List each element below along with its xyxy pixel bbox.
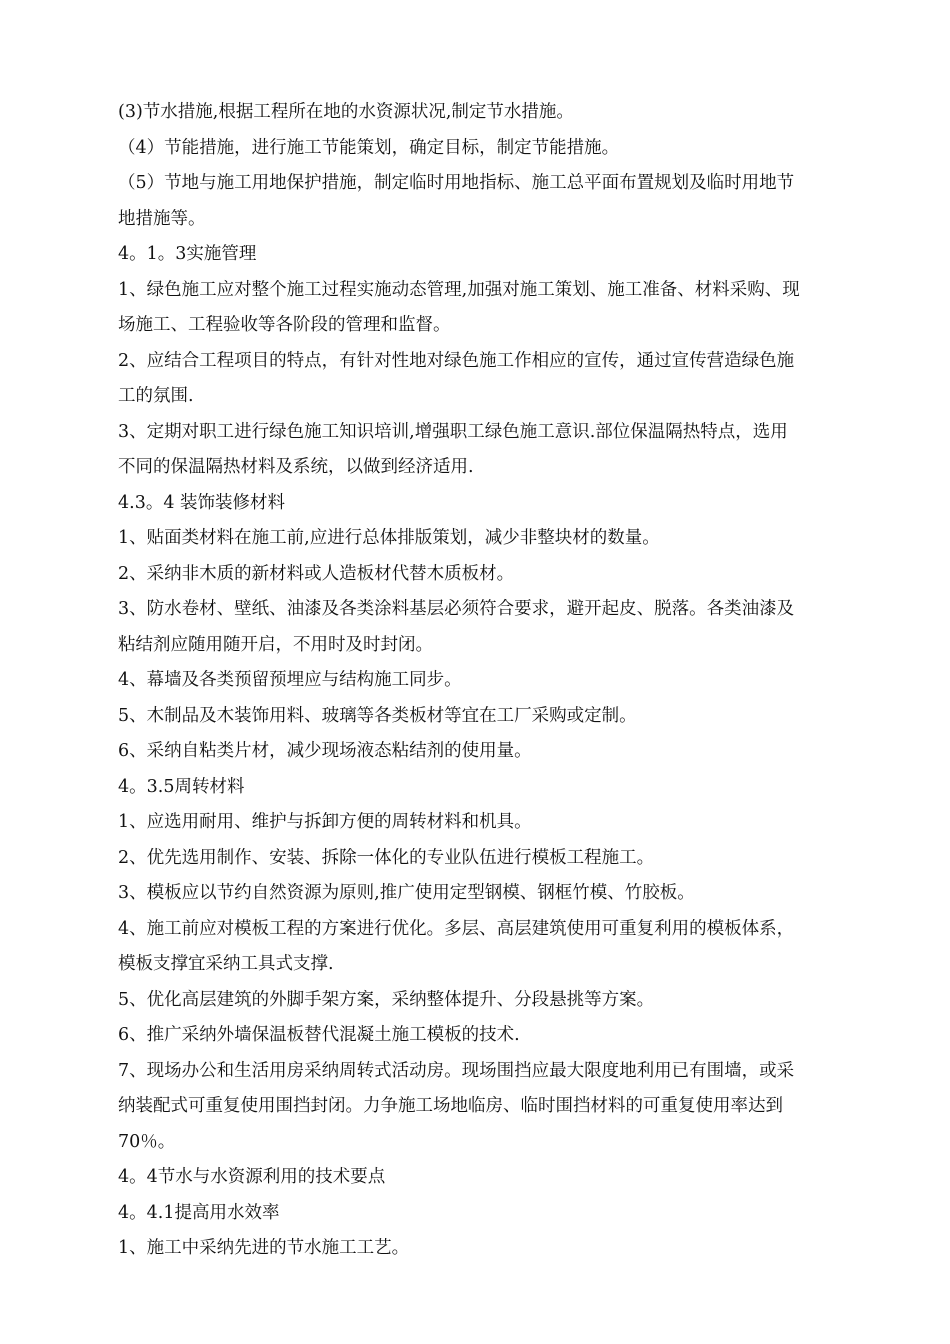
text-line: 工的氛围. [118, 386, 194, 406]
text-line: 地措施等。 [118, 208, 206, 229]
text-line: 3、防水卷材、壁纸、油漆及各类涂料基层必须符合要求，避开起皮、脱落。各类油漆及 [118, 599, 795, 619]
text-line: 4、施工前应对模板工程的方案进行优化。多层、高层建筑使用可重复利用的模板体系， [118, 918, 795, 939]
text-line: 6、采纳自粘类片材，减少现场液态粘结剂的使用量。 [118, 741, 532, 761]
text-line: 1、施工中采纳先进的节水施工工艺。 [118, 1238, 410, 1258]
text-line: （5）节地与施工用地保护措施，制定临时用地指标、施工总平面布置规划及临时用地节 [118, 173, 795, 193]
text-line: 7、现场办公和生活用房采纳周转式活动房。现场围挡应最大限度地利用已有围墙，或采 [118, 1060, 795, 1081]
text-line: 模板支撑宜采纳工具式支撑. [118, 954, 334, 974]
text-line: 3、模板应以节约自然资源为原则,推广使用定型钢模、钢框竹模、竹胶板。 [118, 883, 695, 903]
text-line: 粘结剂应随用随开启，不用时及时封闭。 [118, 634, 433, 655]
text-line: 5、优化高层建筑的外脚手架方案，采纳整体提升、分段悬挑等方案。 [118, 989, 655, 1010]
text-line: 4、幕墙及各类预留预埋应与结构施工同步。 [118, 670, 462, 690]
text-line: (3)节水措施,根据工程所在地的水资源状况,制定节水措施。 [118, 102, 574, 122]
text-line: 6、推广采纳外墙保温板替代混凝土施工模板的技术. [118, 1025, 520, 1045]
text-line: 1、贴面类材料在施工前,应进行总体排版策划，减少非整块材的数量。 [118, 528, 660, 548]
text-line: 纳装配式可重复使用围挡封闭。力争施工场地临房、临时围挡材料的可重复使用率达到 [118, 1096, 783, 1116]
section-heading: 4。4.1提高用水效率 [118, 1202, 280, 1223]
text-line: 2、采纳非木质的新材料或人造板材代替木质板材。 [118, 563, 515, 584]
section-heading: 4。4节水与水资源利用的技术要点 [118, 1167, 386, 1187]
text-line: 1、应选用耐用、维护与拆卸方便的周转材料和机具。 [118, 812, 532, 832]
text-line: （4）节能措施，进行施工节能策划，确定目标，制定节能措施。 [118, 137, 620, 158]
text-line: 2、应结合工程项目的特点，有针对性地对绿色施工作相应的宣传，通过宣传营造绿色施 [118, 350, 795, 371]
text-line: 1、绿色施工应对整个施工过程实施动态管理,加强对施工策划、施工准备、材料采购、现 [118, 279, 800, 300]
document-body [118, 95, 888, 1267]
section-heading: 4。1。3实施管理 [118, 244, 257, 264]
text-line: 70％。 [118, 1131, 176, 1152]
text-line: 2、优先选用制作、安装、拆除一体化的专业队伍进行模板工程施工。 [118, 847, 655, 868]
text-line: 5、木制品及木装饰用料、玻璃等各类板材等宜在工厂采购或定制。 [118, 705, 637, 726]
text-line: 3、定期对职工进行绿色施工知识培训,增强职工绿色施工意识.部位保温隔热特点，选用 [118, 421, 788, 442]
section-heading: 4.3。4 装饰装修材料 [118, 492, 286, 513]
text-line: 不同的保温隔热材料及系统，以做到经济适用. [118, 457, 474, 477]
text-line: 场施工、工程验收等各阶段的管理和监督。 [118, 315, 451, 335]
section-heading: 4。3.5周转材料 [118, 776, 245, 797]
